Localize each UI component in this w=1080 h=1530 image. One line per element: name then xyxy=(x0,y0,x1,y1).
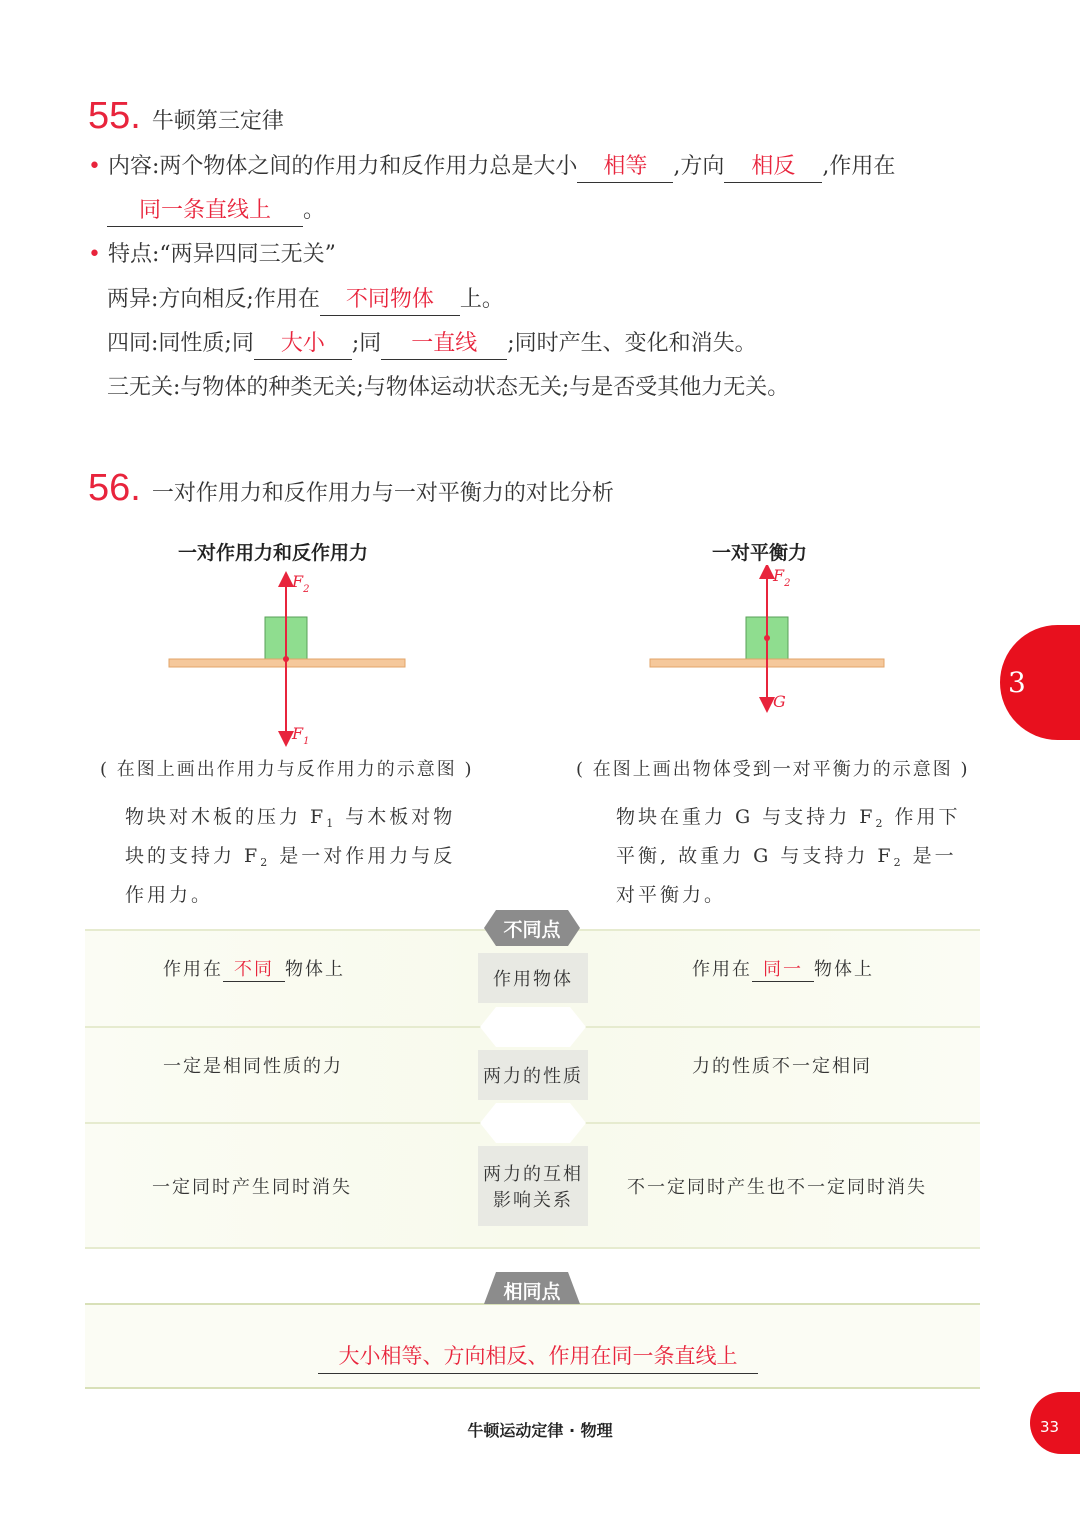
row2-right: 力的性质不一定相同 xyxy=(692,1056,872,1077)
blank-answer: 一直线 xyxy=(381,329,507,360)
chapter-number: 3 xyxy=(1008,666,1026,699)
sanwuguan-line: 三无关:与物体的种类无关;与物体运动状态无关;与是否受其他力无关。 xyxy=(107,375,790,400)
same-label: 相同点 xyxy=(503,1281,561,1303)
action-reaction-diagram xyxy=(160,565,420,755)
blank-answer: 不同 xyxy=(223,955,285,982)
right-diagram-title: 一对平衡力 xyxy=(712,542,808,564)
force-label-g: G xyxy=(773,692,786,711)
blank-answer: 不同物体 xyxy=(320,285,460,316)
divider xyxy=(85,1247,980,1249)
divider xyxy=(85,1387,980,1389)
content-line-2: 同一条直线上 。 xyxy=(107,196,325,227)
connector-hex xyxy=(478,1101,588,1145)
force-label-f2: $F_2$ xyxy=(292,572,310,595)
liangyi-line: 两异:方向相反;作用在 不同物体 上。 xyxy=(107,285,504,316)
section-55-heading xyxy=(88,96,284,136)
section-56-heading xyxy=(88,468,614,508)
balanced-forces-diagram xyxy=(640,565,900,755)
connector-hex xyxy=(478,1005,588,1049)
row1-left: 作用在 不同 物体上 xyxy=(163,955,345,982)
row1-right: 作用在 同一 物体上 xyxy=(692,955,874,982)
blank-answer: 相反 xyxy=(724,152,822,183)
section-title: 一对作用力和反作用力与一对平衡力的对比分析 xyxy=(151,481,614,506)
row3-left: 一定同时产生同时消失 xyxy=(152,1177,352,1198)
row2-middle: 两力的性质 xyxy=(478,1050,588,1100)
blank-answer: 同一 xyxy=(752,955,814,982)
row1-middle: 作用物体 xyxy=(478,953,588,1003)
same-content: 大小相等、方向相反、作用在同一条直线上 xyxy=(318,1340,758,1374)
row3-middle: 两力的互相 影响关系 xyxy=(478,1146,588,1226)
section-number: 56. xyxy=(88,467,141,509)
blank-answer: 同一条直线上 xyxy=(107,196,303,227)
feature-line: • 特点:“两异四同三无关” xyxy=(88,242,336,267)
blank-answer: 相等 xyxy=(577,152,673,183)
section-number: 55. xyxy=(88,95,141,137)
row3-right: 不一定同时产生也不一定同时消失 xyxy=(627,1177,927,1198)
row2-left: 一定是相同性质的力 xyxy=(163,1056,343,1077)
right-caption: ( 在图上画出物体受到一对平衡力的示意图 ) xyxy=(576,759,970,780)
blank-answer: 大小 xyxy=(254,329,352,360)
section-title: 牛顿第三定律 xyxy=(151,109,284,134)
diff-label: 不同点 xyxy=(503,919,561,941)
sitong-line: 四同:同性质;同 大小 ;同 一直线 ;同时产生、变化和消失。 xyxy=(107,329,757,360)
bullet: • xyxy=(88,154,108,179)
page-number: 33 xyxy=(1040,1418,1060,1436)
content-line: • 内容:两个物体之间的作用力和反作用力总是大小 相等 ,方向 相反 ,作用在 xyxy=(88,152,895,183)
force-label-f2: $F_2$ xyxy=(773,566,791,589)
left-description: 物块对木板的压力 $F_1$ 与木板对物 块的支持力 $F_2$ 是一对作用力与反 作用力。 xyxy=(125,806,456,906)
left-caption: ( 在图上画出作用力与反作用力的示意图 ) xyxy=(100,759,474,780)
left-diagram-title: 一对作用力和反作用力 xyxy=(178,542,369,564)
bullet: • xyxy=(88,242,108,267)
right-description: 物块在重力 G 与支持力 $F_2$ 作用下 平衡, 故重力 G 与支持力 $F_2$ 是一 对平衡力。 xyxy=(616,806,961,906)
force-label-f1: $F_1$ xyxy=(292,724,310,747)
footer-text: 牛顿运动定律 · 物理 xyxy=(467,1421,613,1440)
